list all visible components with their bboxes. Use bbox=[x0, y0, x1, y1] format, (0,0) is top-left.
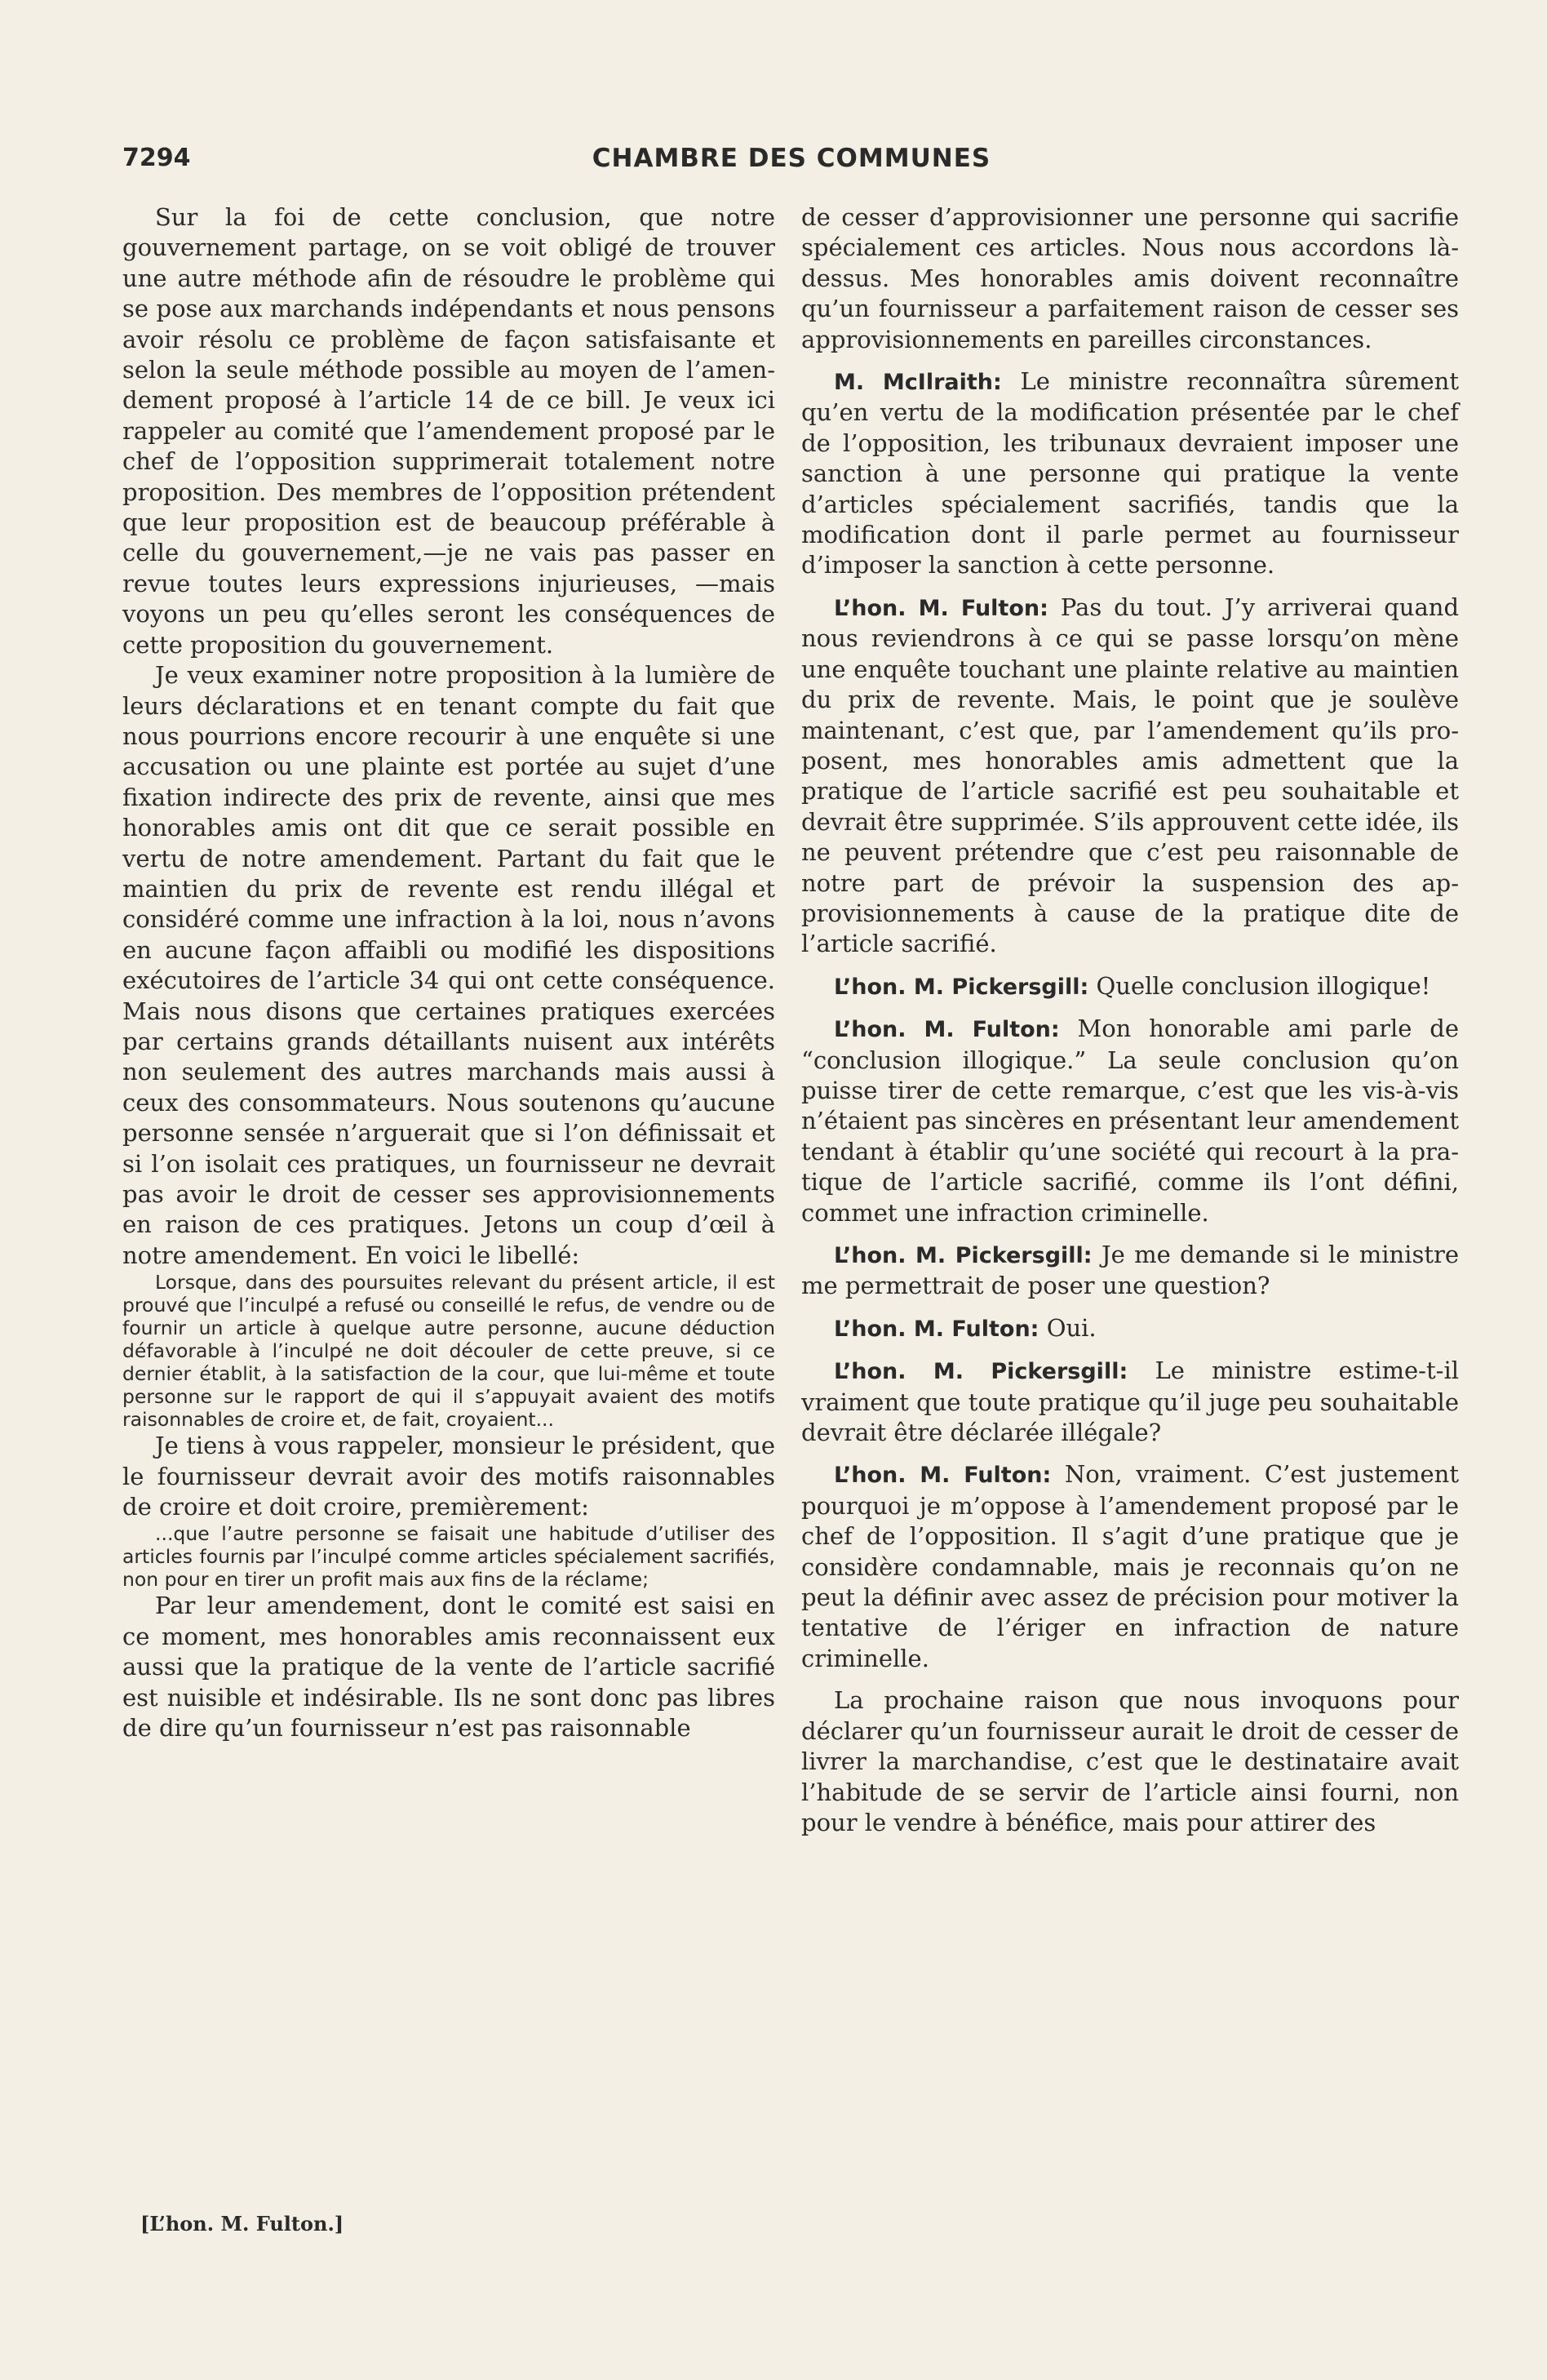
footer-attribution: [L’hon. M. Fulton.] bbox=[140, 2212, 344, 2236]
right-column bbox=[801, 202, 1459, 1838]
speaker-name: M. McIlraith: bbox=[834, 370, 1002, 396]
quoted-amendment: Lorsque, dans des poursuites relevant du présent article, il est prouvé que l’inculpé a refusé ou conseillé le refus, de vendre ou de fournir un article à quelque autre personne, aucune déduction défavorable à l’inculpé ne doit découler de cette preuve, si ce dernier établit, à la satisfaction de la cour, que lui-même et toute personne sur le rapport de qui il s’appuyait avaient des motifs raisonnables de croire et, de fait, croyaient... bbox=[122, 1271, 775, 1432]
speech bbox=[801, 971, 1459, 1002]
paragraph: de cesser d’approvisionner une personne qui sacrifie spécialement ces articles. Nous nous accordons là-dessus. Mes honorables amis doivent reconnaître qu’un fournisseur a parfaitement raison de cesser ses approvisionnements en pareilles circonstances. bbox=[801, 203, 1459, 353]
speech bbox=[801, 366, 1459, 581]
speech-text: Je me demande si le ministre me permettrait de poser une question? bbox=[801, 1241, 1460, 1300]
speech bbox=[801, 1014, 1459, 1228]
speech-text: Le ministre estime-t-il vraiment que toute pratique qu’il juge peu souhaitable devrait être déclarée illégale? bbox=[801, 1357, 1459, 1447]
speaker-name: L’hon. M. Pickersgill: bbox=[834, 974, 1089, 1000]
speaker-name: L’hon. M. Fulton: bbox=[834, 1316, 1039, 1342]
speech-text: Pas du tout. J’y arriverai quand nous reviendrons à ce qui se passe lorsqu’on mène une enquête touchant une plainte relative au maintien du prix de revente. Mais, le point que je soulève maintenant, c’est que, par l’amendement qu’ils proposent, mes honorables amis admettent que la pratique de l’article sacrifié est peu souhaitable et devrait être supprimée. S’ils approuvent cette idée, ils ne peuvent prétendre que c’est peu raisonnable de notre part de prévoir la suspension des approvisionnements à cause de la pratique dite de l’article sacrifié. bbox=[801, 593, 1460, 958]
paragraph: Je tiens à vous rappeler, monsieur le président, que le fournisseur devrait avoir des motifs raisonnables de croire et doit croire, premièrement: bbox=[122, 1432, 775, 1521]
speech bbox=[801, 1356, 1459, 1448]
speaker-name: L’hon. M. Fulton: bbox=[834, 1017, 1060, 1043]
speaker-name: L’hon. M. Pickersgill: bbox=[834, 1243, 1093, 1268]
speech-text: Oui. bbox=[1046, 1313, 1097, 1342]
paragraph: Je veux examiner notre proposition à la lumière de leurs déclarations et en tenant compte du fait que nous pourrions encore recourir à une enquête si une accusation ou une plainte est portée au sujet d’une fixation indirecte des prix de revente, ainsi que mes honorables amis ont dit que ce serait possible en vertu de notre amendement. Partant du fait que le maintien du prix de revente est rendu illégal et considéré comme une infraction à la loi, nous n’avons en aucune façon affaibli ou modifié les dispositions exécutoires de l’article 34 qui ont cette conséquence. Mais nous disons que certaines pratiques exercées par certains grands détaillants nuisent aux intérêts non seulement des autres marchands mais aussi à ceux des consommateurs. Nous soutenons qu’aucune personne sensée n’arguerait que si l’on définissait et si l’on isolait ces pratiques, un fournisseur ne devrait pas avoir le droit de cesser ses approvisionnements en raison de ces pratiques. Jetons un coup d’œil à notre amendement. En voici le libellé: bbox=[122, 661, 775, 1269]
running-head: CHAMBRE DES COMMUNES bbox=[592, 144, 991, 173]
speech bbox=[801, 593, 1459, 960]
speaker-name: L’hon. M. Fulton: bbox=[834, 595, 1048, 621]
speech-text: Le ministre reconnaîtra sûrement qu’en vertu de la modification présentée par le chef de l’opposition, les tribunaux devraient imposer une sanction à une personne qui pratique la vente d’articles spécialement sacrifiés, tandis que la modification dont il parle permet au fournisseur d’imposer la sanction à cette personne. bbox=[801, 367, 1460, 579]
speech bbox=[801, 1459, 1459, 1674]
speech bbox=[801, 1313, 1459, 1344]
paragraph: La prochaine raison que nous invoquons pour déclarer qu’un fournisseur aurait le droit de cesser de livrer la marchandise, c’est que le destinataire avait l’habitude de se servir de l’article ainsi fourni, non pour le vendre à bénéfice, mais pour attirer des bbox=[801, 1686, 1459, 1836]
speech-text: Mon honorable ami parle de “conclusion illogique.” La seule conclusion qu’on puisse tirer de cette remarque, c’est que les vis-à-vis n’étaient pas sincères en présentant leur amendement tendant à établir qu’une société qui recourt à la pratique de l’article sacrifié, comme ils l’ont défini, commet une infraction criminelle. bbox=[801, 1015, 1459, 1227]
speech-text: Non, vraiment. C’est justement pourquoi je m’oppose à l’amendement proposé par le chef de l’opposition. Il s’agit d’une pratique que je considère condamnable, mais je reconnais qu’on ne peut la définir avec assez de précision pour motiver la tentative de l’ériger en infraction de nature criminelle. bbox=[801, 1460, 1460, 1672]
quoted-amendment: ...que l’autre personne se faisait une habitude d’utiliser des articles fournis par l’inculpé comme articles spécialement sacrifiés, non pour en tirer un profit mais aux fins de la réclame; bbox=[122, 1522, 775, 1592]
left-column bbox=[122, 202, 775, 1743]
page-header bbox=[122, 144, 1461, 180]
speech-text: Quelle conclusion illogique! bbox=[1096, 971, 1431, 1000]
speech bbox=[801, 1240, 1459, 1302]
page-number: 7294 bbox=[122, 144, 191, 172]
paragraph: Par leur amendement, dont le comité est saisi en ce moment, mes honorables amis reconnaissent eux aussi que la pratique de la vente de l’article sacrifié est nuisible et indésirable. Ils ne sont donc pas libres de dire qu’un fournisseur n’est pas raisonnable bbox=[122, 1592, 775, 1743]
paragraph: Sur la foi de cette conclusion, que notre gouvernement partage, on se voit obligé de trouver une autre méthode afin de résoudre le problème qui se pose aux marchands indépendants et nous pensons avoir résolu ce problème de façon satisfaisante et selon la seule méthode possible au moyen de l’amendement proposé à l’article 14 de ce bill. Je veux ici rappeler au comité que l’amendement proposé par le chef de l’opposition supprimerait totalement notre proposition. Des membres de l’opposition prétendent que leur proposition est de beaucoup préférable à celle du gouvernement,—je ne vais pas passer en revue toutes leurs expressions injurieuses, —mais voyons un peu qu’elles seront les conséquences de cette proposition du gouvernement. bbox=[122, 203, 775, 659]
speaker-name: L’hon. M. Pickersgill: bbox=[834, 1359, 1128, 1385]
speaker-name: L’hon. M. Fulton: bbox=[834, 1463, 1052, 1489]
